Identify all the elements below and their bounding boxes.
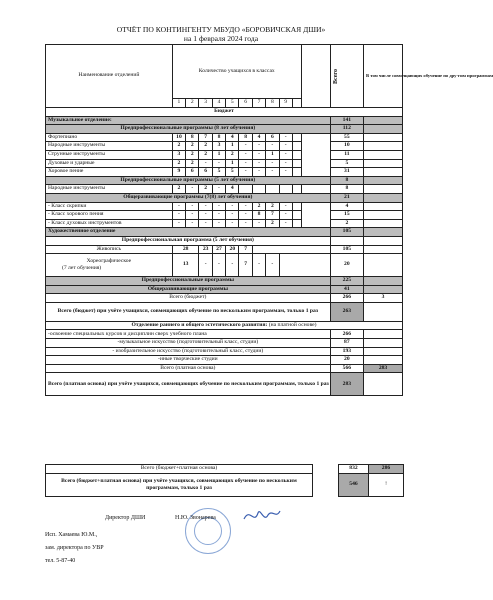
- grade-cell: -: [239, 168, 252, 177]
- chor-v4: -: [226, 254, 239, 277]
- grade-cell: -: [239, 202, 252, 211]
- col-count-header: Количество учащихся в классах: [172, 45, 301, 99]
- grade-4: 4: [212, 99, 225, 108]
- row-label: - Класс духовых инструментов: [46, 219, 173, 228]
- art-dept-total: 105: [330, 228, 363, 237]
- paid-unique-label: Всего (платная основа) при учёте учащихся, совмещающих обучение по нескольким программам, только 1 раз: [46, 373, 331, 396]
- grade-cell: 2: [226, 150, 239, 159]
- chor-total: 20: [330, 254, 363, 277]
- grade-cell: [252, 185, 265, 194]
- table-row: [46, 150, 403, 159]
- r10-v2: 23: [199, 245, 212, 254]
- grade-cell: -: [252, 142, 265, 151]
- budget-unique-label: Всего (бюджет) при учёте учащихся, совмещающих обучение по нескольким программам, только 1 раз: [46, 302, 331, 321]
- pre8-total: 112: [330, 125, 363, 134]
- grade-cell: -: [172, 219, 185, 228]
- grade-cell: 9: [172, 168, 185, 177]
- all-unique-label: Всего (бюджет+платная основа) при учёте учащихся, совмещающих обучение по нескольким программам, только 1 раз: [46, 474, 313, 497]
- grade-cell: 2: [172, 142, 185, 151]
- grade-6: 6: [239, 99, 252, 108]
- grade-2: 2: [186, 99, 199, 108]
- row-label: Народные инструменты: [46, 142, 173, 151]
- grade-cell: -: [212, 185, 225, 194]
- all-total-extra: 286: [369, 465, 404, 474]
- grade-cell: [239, 185, 252, 194]
- row-total: 15: [330, 211, 363, 220]
- r10-label: Живопись: [46, 245, 173, 254]
- grade-cell: -: [186, 185, 199, 194]
- all-unique-extra: !: [369, 474, 404, 497]
- grade-cell: -: [239, 150, 252, 159]
- paid-unique-total: 283: [330, 373, 363, 396]
- grade-cell: -: [279, 133, 292, 142]
- director-name: Н.Ю. Звонарева: [175, 515, 216, 521]
- grade-cell: -: [186, 219, 199, 228]
- grade-cell: 1: [226, 159, 239, 168]
- grade-cell: 5: [212, 168, 225, 177]
- grade-cell: -: [226, 202, 239, 211]
- pre5-label: Предпрофессиональные программы (5 лет обучения): [46, 176, 331, 185]
- grade-cell: -: [212, 202, 225, 211]
- grade-cell: 2: [186, 142, 199, 151]
- budget-unique-total: 263: [330, 302, 363, 321]
- grade-cell: -: [279, 219, 292, 228]
- chor-v1: 13: [172, 254, 199, 277]
- table-row: [46, 185, 403, 194]
- grade-cell: -: [239, 211, 252, 220]
- r10-v3: 27: [212, 245, 225, 254]
- grade-cell: -: [239, 219, 252, 228]
- grade-cell: 4: [226, 185, 239, 194]
- all-total-label: Всего (бюджет+платная основа): [46, 465, 313, 474]
- grade-cell: -: [239, 159, 252, 168]
- pre-total: 225: [330, 277, 363, 286]
- all-unique-total: 546: [339, 474, 369, 497]
- spacer: [301, 45, 330, 108]
- col-name-header: Наименование отделений: [46, 45, 173, 108]
- grade-cell: -: [252, 219, 265, 228]
- r10-v4: 20: [226, 245, 239, 254]
- grade-cell: 2: [186, 150, 199, 159]
- pre8-label: Предпрофессиональные программы (8 лет обучения): [46, 125, 331, 134]
- row-total: 31: [330, 168, 363, 177]
- chor-v7: -: [266, 254, 279, 277]
- grade-1: 1: [172, 99, 185, 108]
- row-label: Духовые и ударные: [46, 159, 173, 168]
- executor-phone: тел. 5-87-40: [45, 558, 76, 564]
- grade-cell: 1: [266, 150, 279, 159]
- grade-cell: -: [279, 211, 292, 220]
- gen78-label: Общеразвивающие программы (7(8) лет обучения): [46, 193, 331, 202]
- chor-v3: -: [212, 254, 225, 277]
- title-line-2: на 1 февраля 2024 года: [183, 34, 259, 43]
- grade-cell: -: [172, 202, 185, 211]
- grade-cell: -: [239, 142, 252, 151]
- gen78-total: 21: [330, 193, 363, 202]
- grade-cell: 2: [266, 219, 279, 228]
- all-total: 832: [339, 465, 369, 474]
- grade-cell: -: [186, 202, 199, 211]
- grade-cell: 3: [212, 142, 225, 151]
- grade-cell: 2: [199, 142, 212, 151]
- row-total: 2: [330, 219, 363, 228]
- grade-cell: -: [226, 211, 239, 220]
- chor-v6: -: [252, 254, 265, 277]
- signature-mark: [242, 505, 282, 527]
- grade-3: 3: [199, 99, 212, 108]
- table-row: [46, 168, 403, 177]
- executor-name: Исп. Хамаева Ю.М.,: [45, 532, 98, 538]
- col-total-header: Всего: [330, 45, 363, 108]
- grade-cell: -: [172, 211, 185, 220]
- grade-cell: 7: [199, 133, 212, 142]
- p2-total: 87: [330, 339, 363, 348]
- pre5-total: 8: [330, 176, 363, 185]
- executor-position: зам. директора по УВР: [45, 545, 104, 551]
- row-total: 5: [330, 159, 363, 168]
- art-dept-label: Художественное отделение: [46, 228, 331, 237]
- p4-label: -иные творческие студии: [46, 356, 331, 365]
- grade-cell: -: [186, 211, 199, 220]
- row-label: Хоровое пение: [46, 168, 173, 177]
- p1-total: 266: [330, 330, 363, 339]
- director-title: Директор ДШИ: [105, 515, 146, 521]
- table-row: [46, 211, 403, 220]
- grade-cell: -: [199, 211, 212, 220]
- title-line-1: ОТЧЁТ ПО КОНТИНГЕНТУ МБУДО «БОРОВИЧСКАЯ ДШИ»: [116, 25, 326, 34]
- paid-total-extra: 283: [364, 364, 403, 373]
- pre5b-label: Предпрофессиональная программа (5 лет обучения): [46, 236, 331, 245]
- report-title: [0, 25, 442, 43]
- paid-header: Отделение раннего и общего эстетического развития: (на платной основе): [46, 321, 403, 330]
- grade-cell: 2: [172, 159, 185, 168]
- r10-v1: 28: [172, 245, 199, 254]
- music-dept-total: 141: [330, 116, 363, 125]
- grade-cell: 7: [266, 211, 279, 220]
- grade-cell: [266, 185, 279, 194]
- paid-total: 566: [330, 364, 363, 373]
- grade-cell: -: [199, 219, 212, 228]
- grade-cell: 1: [226, 142, 239, 151]
- table-row: [46, 142, 403, 151]
- table-row: [46, 219, 403, 228]
- grade-cell: 8: [212, 133, 225, 142]
- grade-5: 5: [226, 99, 239, 108]
- p3-label: - изобразительное искусство (подготовительный класс, студии): [46, 347, 331, 356]
- chor-v2: -: [199, 254, 212, 277]
- budget-total-label: Всего (бюджет): [46, 294, 331, 303]
- grade-cell: 2: [252, 202, 265, 211]
- row-label: Струнные инструменты: [46, 150, 173, 159]
- grade-cell: 2: [199, 185, 212, 194]
- grade-cell: -: [226, 219, 239, 228]
- grade-8: 8: [266, 99, 279, 108]
- grade-cell: 4: [252, 133, 265, 142]
- contingent-table: [45, 44, 493, 396]
- grade-cell: -: [199, 202, 212, 211]
- col-extra-header: В том числе совмещающих обучение по дру-гим программам: [364, 45, 403, 108]
- budget-total: 266: [330, 294, 363, 303]
- grade-cell: -: [266, 142, 279, 151]
- budget-header: Бюджет: [46, 108, 403, 117]
- row-total: 11: [330, 150, 363, 159]
- grade-cell: -: [266, 159, 279, 168]
- table-row: [46, 133, 403, 142]
- row-label: - Класс скрипки: [46, 202, 173, 211]
- music-dept-label: Музыкальное отделение:: [46, 116, 331, 125]
- p3-total: 193: [330, 347, 363, 356]
- grade-cell: 8: [239, 133, 252, 142]
- grade-cell: [279, 185, 292, 194]
- grade-cell: 8: [252, 211, 265, 220]
- grade-cell: 2: [172, 185, 185, 194]
- grade-cell: 6: [186, 168, 199, 177]
- gen-total: 41: [330, 285, 363, 294]
- pre-total-label: Предпрофессиональные программы: [46, 277, 331, 286]
- table-row: [46, 159, 403, 168]
- grade-cell: -: [212, 219, 225, 228]
- chor-v5: 7: [239, 254, 252, 277]
- grade-cell: 6: [266, 133, 279, 142]
- grade-cell: 4: [226, 133, 239, 142]
- grade-7: 7: [252, 99, 265, 108]
- p4-total: 20: [330, 356, 363, 365]
- grade-cell: 1: [212, 150, 225, 159]
- row-label: Фортепиано: [46, 133, 173, 142]
- grade-cell: -: [279, 150, 292, 159]
- grade-cell: -: [279, 168, 292, 177]
- row-total: 55: [330, 133, 363, 142]
- grade-cell: -: [279, 142, 292, 151]
- grade-cell: 6: [199, 168, 212, 177]
- grade-cell: 2: [199, 150, 212, 159]
- grade-cell: -: [252, 159, 265, 168]
- row-total: 10: [330, 142, 363, 151]
- grade-cell: -: [266, 168, 279, 177]
- p1-label: -освоение специальных курсов и дисциплин сверх учебного плана: [46, 330, 331, 339]
- grade-cell: -: [212, 211, 225, 220]
- grade-cell: -: [212, 159, 225, 168]
- table-row: [46, 202, 403, 211]
- row-label: - Класс хорового пения: [46, 211, 173, 220]
- grade-cell: 10: [172, 133, 185, 142]
- budget-total-extra: 3: [364, 294, 403, 303]
- r10-total: 105: [330, 245, 363, 254]
- grade-cell: 3: [172, 150, 185, 159]
- row-total: 4: [330, 202, 363, 211]
- grade-cell: -: [199, 159, 212, 168]
- grade-cell: -: [279, 202, 292, 211]
- grade-cell: -: [252, 168, 265, 177]
- grade-cell: 5: [226, 168, 239, 177]
- grade-cell: 2: [186, 159, 199, 168]
- chor-label: Хореографическое (7 лет обучения): [46, 254, 173, 277]
- row-total: 8: [330, 185, 363, 194]
- grand-total-table: [45, 464, 404, 497]
- row-label: Народные инструменты: [46, 185, 173, 194]
- grade-cell: 8: [186, 133, 199, 142]
- paid-total-label: Всего (платная основа): [46, 364, 331, 373]
- grade-cell: 2: [266, 202, 279, 211]
- grade-9: 9: [279, 99, 292, 108]
- p2-label: -музыкальное искусство (подготовительный класс, студии): [46, 339, 331, 348]
- grade-cell: -: [252, 150, 265, 159]
- grade-cell: -: [279, 159, 292, 168]
- gen-total-label: Общеразвивающие программы: [46, 285, 331, 294]
- r10-v5: 7: [239, 245, 252, 254]
